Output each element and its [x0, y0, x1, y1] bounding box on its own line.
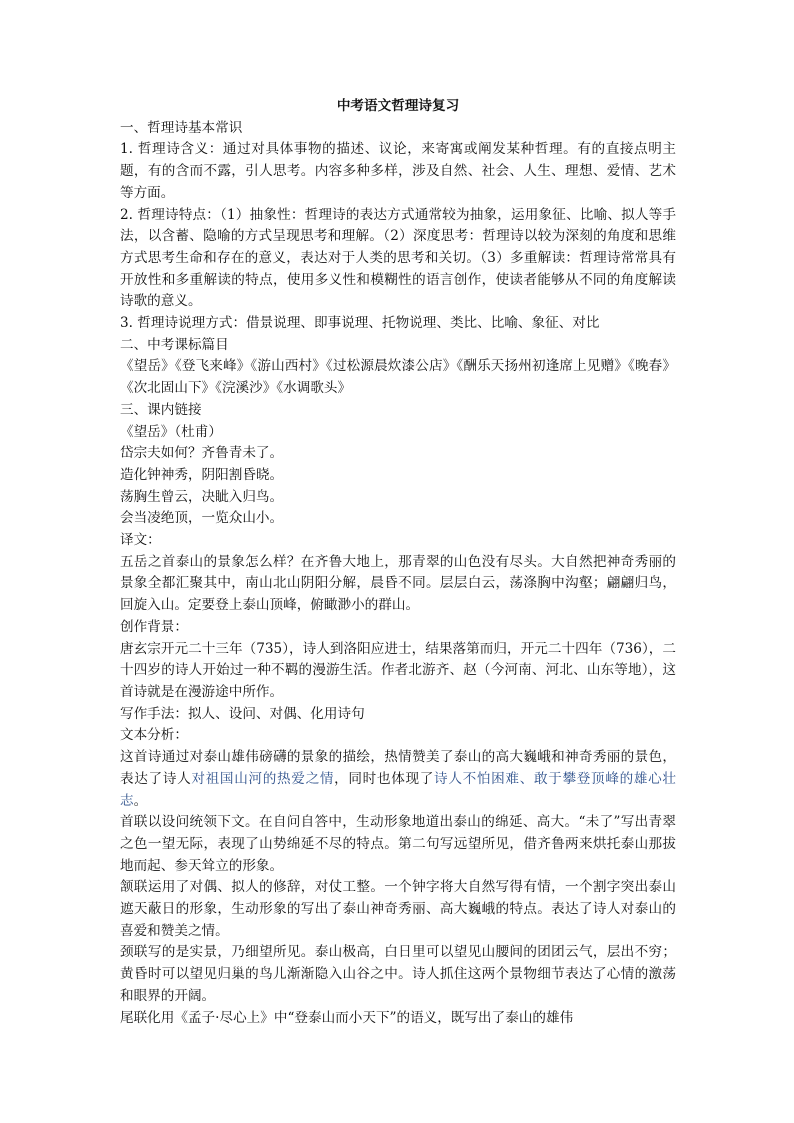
highlight-text: 诗人不怕困难、敢于攀登顶峰的雄心壮志: [120, 770, 677, 809]
analysis-paragraph-2: 首联以设问统领下文。在自问自答中，生动形象地道出泰山的绵延、高大。“未了”写出青翠之色一望无际，表现了山势绵延不尽的特点。第二句写远望所见，借齐鲁两来烘托泰山那拔地而起、参天耸立的形象。: [120, 814, 676, 874]
analysis-paragraph-1: [120, 747, 676, 812]
analysis-paragraph-4: 颈联写的是实景，乃细望所见。泰山极高，白日里可以望见山腰间的团团云气，层出不穷；黄昏时可以望见归巢的鸟儿渐渐隐入山谷之中。诗人抓住这两个景物细节表达了心情的激荡和眼界的开阔。: [120, 944, 676, 1004]
translation-text: 五岳之首泰山的景象怎么样？在齐鲁大地上，那青翠的山色没有尽头。大自然把神奇秀丽的景象全都汇聚其中，南山北山阴阳分解，晨昏不同。层层白云，荡涤胸中沟壑；翩翩归鸟，回旋入山。定要登上泰山顶峰，俯瞰渺小的群山。: [120, 553, 676, 614]
paragraph-definition: 1. 哲理诗含义：通过对具体事物的描述、议论，来寄寓或阐发某种哲理。有的直接点明主题，有的含而不露，引人思考。内容多种多样，涉及自然、社会、人生、理想、爱情、艺术等方面。: [120, 141, 676, 201]
poem-line: 荡胸生曾云，决眦入归鸟。: [120, 488, 284, 505]
paragraph-features: 2. 哲理诗特点：（1）抽象性：哲理诗的表达方式通常较为抽象，运用象征、比喻、拟人等手法，以含蓄、隐喻的方式呈现思考和理解。（2）深度思考：哲理诗以较为深刻的角度和思维方式思考生命和存在的意义，表达对于人类的思考和关切。（3）多重解读：哲理诗常常具有开放性和多重解读的特点，使用多义性和模糊性的语言创作，使读者能够从不同的角度解读诗歌的意义。: [120, 206, 676, 310]
poem-line: 造化钟神秀，阴阳割昏晓。: [120, 466, 284, 483]
analysis-paragraph-3: 颔联运用了对偶、拟人的修辞，对仗工整。一个钟字将大自然写得有情，一个割字突出泰山遮天蔽日的形象，生动形象的写出了泰山神奇秀丽、高大巍峨的特点。表达了诗人对泰山的喜爱和赞美之情。: [120, 879, 676, 939]
paragraph-methods: 3. 哲理诗说理方式：借景说理、即事说理、托物说理、类比、比喻、象征、对比: [120, 315, 600, 332]
poem-line: 会当凌绝顶，一览众山小。: [120, 510, 284, 527]
section-heading-links: 三、课内链接: [120, 401, 202, 418]
paragraph-poem-list: 《望岳》《登飞来峰》《游山西村》《过松源晨炊漆公店》《酬乐天扬州初逢席上见赠》《晚春》《次北固山下》《浣溪沙》《水调歌头》: [120, 358, 676, 397]
section-heading-curriculum: 二、中考课标篇目: [120, 336, 229, 353]
technique-line: 写作手法：拟人、设问、对偶、化用诗句: [120, 705, 365, 722]
analysis-text: 。: [133, 792, 148, 809]
poem-line: 岱宗夫如何？齐鲁青未了。: [120, 445, 284, 462]
background-text: 唐玄宗开元二十三年（735），诗人到洛阳应进士，结果落第而归，开元二十四年（736），二十四岁的诗人开始过一种不羁的漫游生活。作者北游齐、赵（今河南、河北、山东等地），这首诗就是在漫游途中所作。: [120, 640, 676, 700]
analysis-text: ，同时也体现了: [334, 770, 435, 787]
analysis-label: 文本分析：: [120, 727, 188, 744]
translation-label: 译文：: [120, 532, 161, 549]
background-label: 创作背景：: [120, 618, 188, 635]
document-page: [120, 96, 676, 1029]
highlight-text: 对祖国山河的热爱之情: [191, 770, 335, 787]
analysis-text: 这首诗通过对泰山雄伟磅礴的景象的描绘，热情赞美了泰山的高大巍峨和神奇秀丽的景色，表达了诗人: [120, 749, 676, 787]
analysis-paragraph-5: 尾联化用《孟子·尽心上》中“登泰山而小天下”的语义，既写出了泰山的雄伟: [120, 1009, 574, 1026]
poem-title: 《望岳》（杜甫）: [120, 423, 222, 440]
document-title: 中考语文哲理诗复习: [336, 98, 460, 114]
section-heading-basics: 一、哲理诗基本常识: [120, 119, 243, 136]
